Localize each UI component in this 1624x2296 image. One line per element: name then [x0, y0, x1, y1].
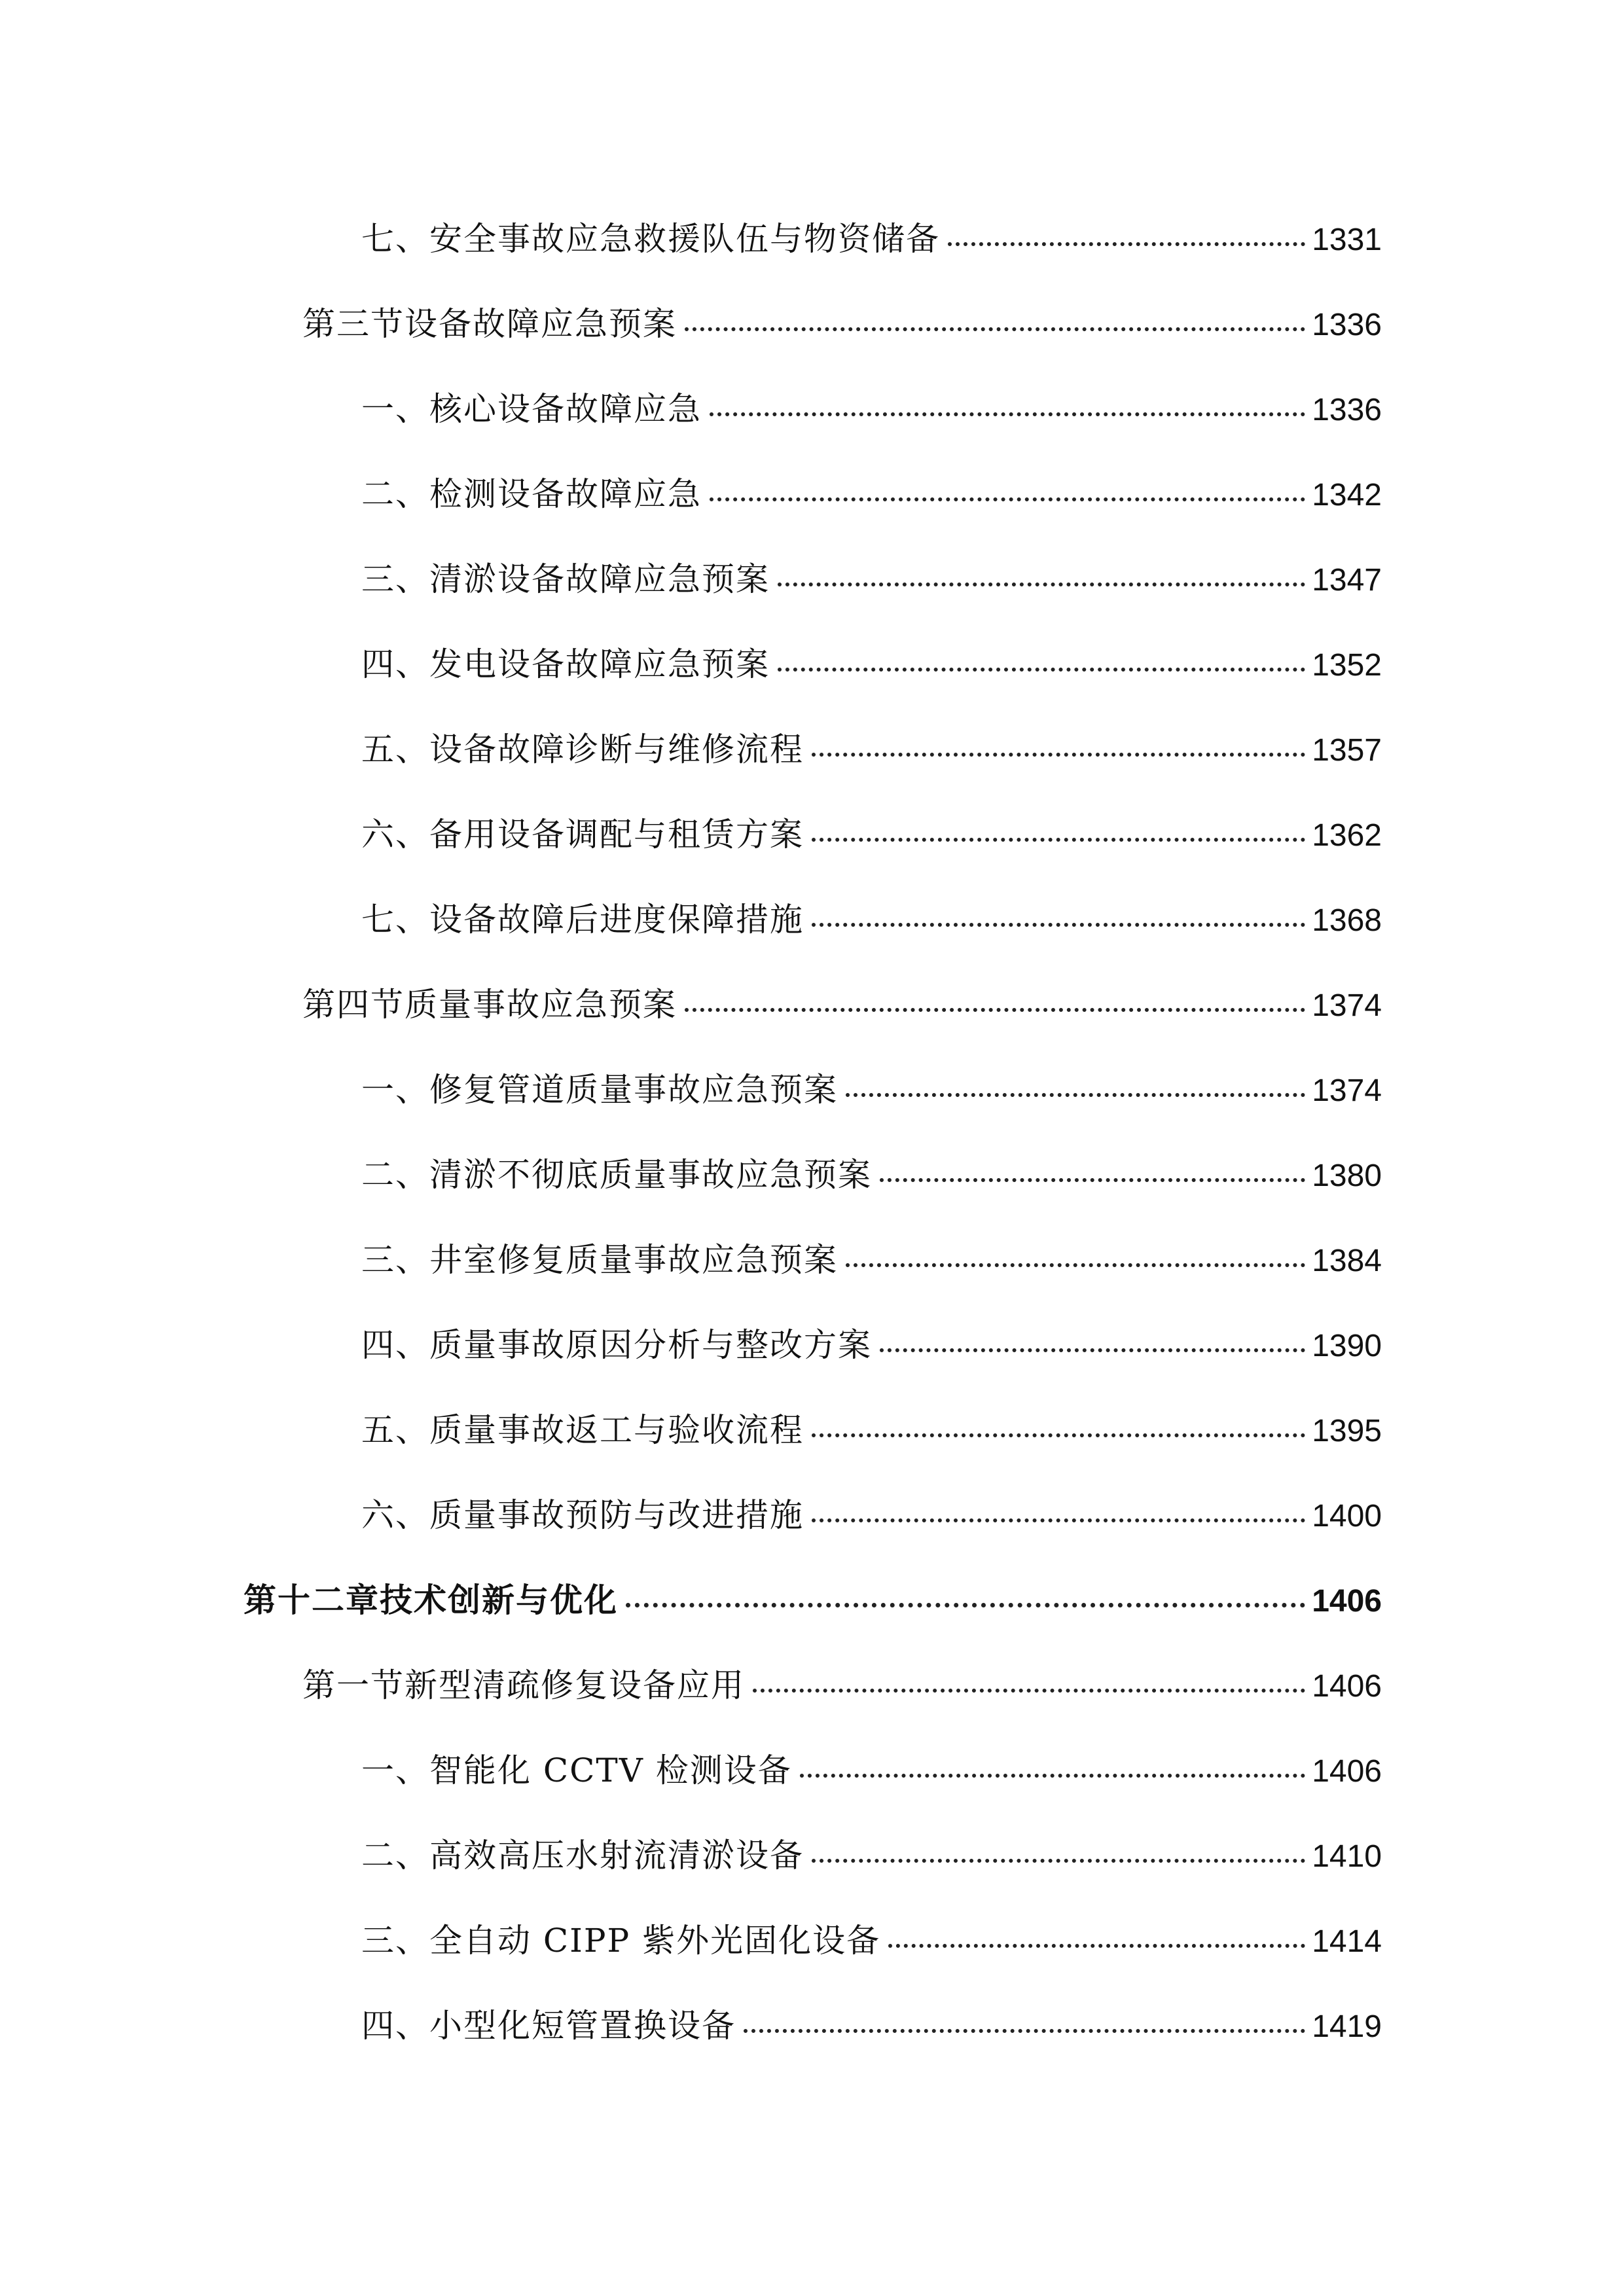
toc-entry[interactable]: [361, 808, 1382, 861]
toc-entry-page: 1410: [1312, 1839, 1382, 1874]
toc-entry-page: 1414: [1312, 1924, 1382, 1959]
dot-leader: [846, 1086, 1305, 1097]
toc-entry-title: 第一节新型清疏修复设备应用: [302, 1666, 745, 1704]
toc-entry-title: 第三节设备故障应急预案: [302, 305, 677, 343]
toc-entry-page: 1406: [1312, 1754, 1382, 1789]
toc-entry-title: 四、发电设备故障应急预案: [361, 645, 770, 683]
toc-entry-title: 三、井室修复质量事故应急预案: [361, 1241, 838, 1279]
toc-entry-title: 四、小型化短管置换设备: [361, 2007, 736, 2045]
toc-entry-title: 第四节质量事故应急预案: [302, 986, 677, 1024]
dot-leader: [753, 1682, 1305, 1693]
toc-entry[interactable]: [361, 638, 1382, 691]
dot-leader: [778, 576, 1305, 586]
toc-entry[interactable]: [361, 553, 1382, 605]
toc-entry-page: 1400: [1312, 1499, 1382, 1534]
toc-entry-page: 1406: [1312, 1584, 1382, 1619]
toc-entry[interactable]: [361, 383, 1382, 435]
dot-leader: [812, 1852, 1305, 1863]
toc-entry-page: 1352: [1312, 648, 1382, 683]
toc-entry[interactable]: [302, 1659, 1382, 1712]
toc-entry-page: 1362: [1312, 818, 1382, 853]
toc-entry[interactable]: [361, 1914, 1382, 1967]
toc-entry-page: 1368: [1312, 903, 1382, 938]
toc-entry[interactable]: [361, 1744, 1382, 1797]
toc-entry-title: 四、质量事故原因分析与整改方案: [361, 1326, 872, 1364]
toc-entry-page: 1395: [1312, 1414, 1382, 1448]
dot-leader: [812, 831, 1305, 842]
toc-entry[interactable]: [361, 1319, 1382, 1371]
toc-entry[interactable]: [361, 468, 1382, 520]
dot-leader: [812, 1512, 1305, 1522]
toc-entry-title: 一、智能化 CCTV 检测设备: [361, 1751, 792, 1789]
toc-entry-title: 七、设备故障后进度保障措施: [361, 901, 804, 939]
dot-leader: [710, 406, 1305, 416]
toc-entry[interactable]: [361, 1234, 1382, 1286]
toc-entry[interactable]: [361, 1064, 1382, 1116]
toc-entry-page: 1347: [1312, 563, 1382, 598]
toc-entry-title: 七、安全事故应急救援队伍与物资储备: [361, 220, 940, 258]
toc-entry[interactable]: [361, 1404, 1382, 1456]
toc-entry-title: 三、全自动 CIPP 紫外光固化设备: [361, 1922, 881, 1960]
toc-entry-title: 六、备用设备调配与租赁方案: [361, 816, 804, 853]
dot-leader: [626, 1596, 1305, 1607]
dot-leader: [744, 2022, 1305, 2033]
dot-leader: [685, 321, 1305, 331]
dot-leader: [880, 1342, 1305, 1352]
dot-leader: [812, 746, 1305, 757]
toc-entry-page: 1374: [1312, 988, 1382, 1023]
toc-entry-page: 1331: [1312, 223, 1382, 257]
dot-leader: [800, 1767, 1305, 1778]
toc-entry-title: 二、清淤不彻底质量事故应急预案: [361, 1156, 872, 1194]
toc-entry-title: 二、高效高压水射流清淤设备: [361, 1837, 804, 1874]
toc-entry[interactable]: [361, 1829, 1382, 1882]
toc-entry-page: 1336: [1312, 393, 1382, 427]
toc-entry[interactable]: [361, 893, 1382, 946]
dot-leader: [948, 236, 1305, 246]
dot-leader: [880, 1172, 1305, 1182]
toc-entry-page: 1419: [1312, 2009, 1382, 2044]
toc-entry-page: 1380: [1312, 1158, 1382, 1193]
dot-leader: [846, 1257, 1305, 1267]
toc-entry-title: 六、质量事故预防与改进措施: [361, 1496, 804, 1534]
toc-entry-title: 五、质量事故返工与验收流程: [361, 1411, 804, 1449]
toc-entry[interactable]: [302, 978, 1382, 1031]
toc-entry-title: 第十二章技术创新与优化: [244, 1581, 618, 1619]
toc-entry[interactable]: [361, 2000, 1382, 2052]
toc-entry-page: 1406: [1312, 1669, 1382, 1704]
dot-leader: [685, 1001, 1305, 1012]
toc-entry-chapter[interactable]: [244, 1574, 1382, 1626]
toc-entry-page: 1390: [1312, 1329, 1382, 1363]
toc-entry-page: 1357: [1312, 733, 1382, 768]
dot-leader: [812, 1427, 1305, 1437]
toc-entry-title: 五、设备故障诊断与维修流程: [361, 730, 804, 768]
toc-entry-title: 二、检测设备故障应急: [361, 475, 702, 513]
dot-leader: [710, 491, 1305, 501]
toc-entry-title: 三、清淤设备故障应急预案: [361, 560, 770, 598]
toc-entry[interactable]: [302, 298, 1382, 350]
toc-entry[interactable]: [361, 1489, 1382, 1541]
toc-entry-page: 1384: [1312, 1244, 1382, 1278]
dot-leader: [778, 661, 1305, 672]
dot-leader: [888, 1937, 1305, 1948]
toc-entry[interactable]: [361, 723, 1382, 776]
toc-entry-title: 一、核心设备故障应急: [361, 390, 702, 428]
toc-entry[interactable]: [361, 1149, 1382, 1201]
toc-entry-page: 1374: [1312, 1073, 1382, 1108]
toc-entry-page: 1336: [1312, 308, 1382, 342]
toc-entry-page: 1342: [1312, 478, 1382, 512]
toc-entry-title: 一、修复管道质量事故应急预案: [361, 1071, 838, 1109]
toc-entry[interactable]: [361, 213, 1382, 265]
dot-leader: [812, 916, 1305, 927]
